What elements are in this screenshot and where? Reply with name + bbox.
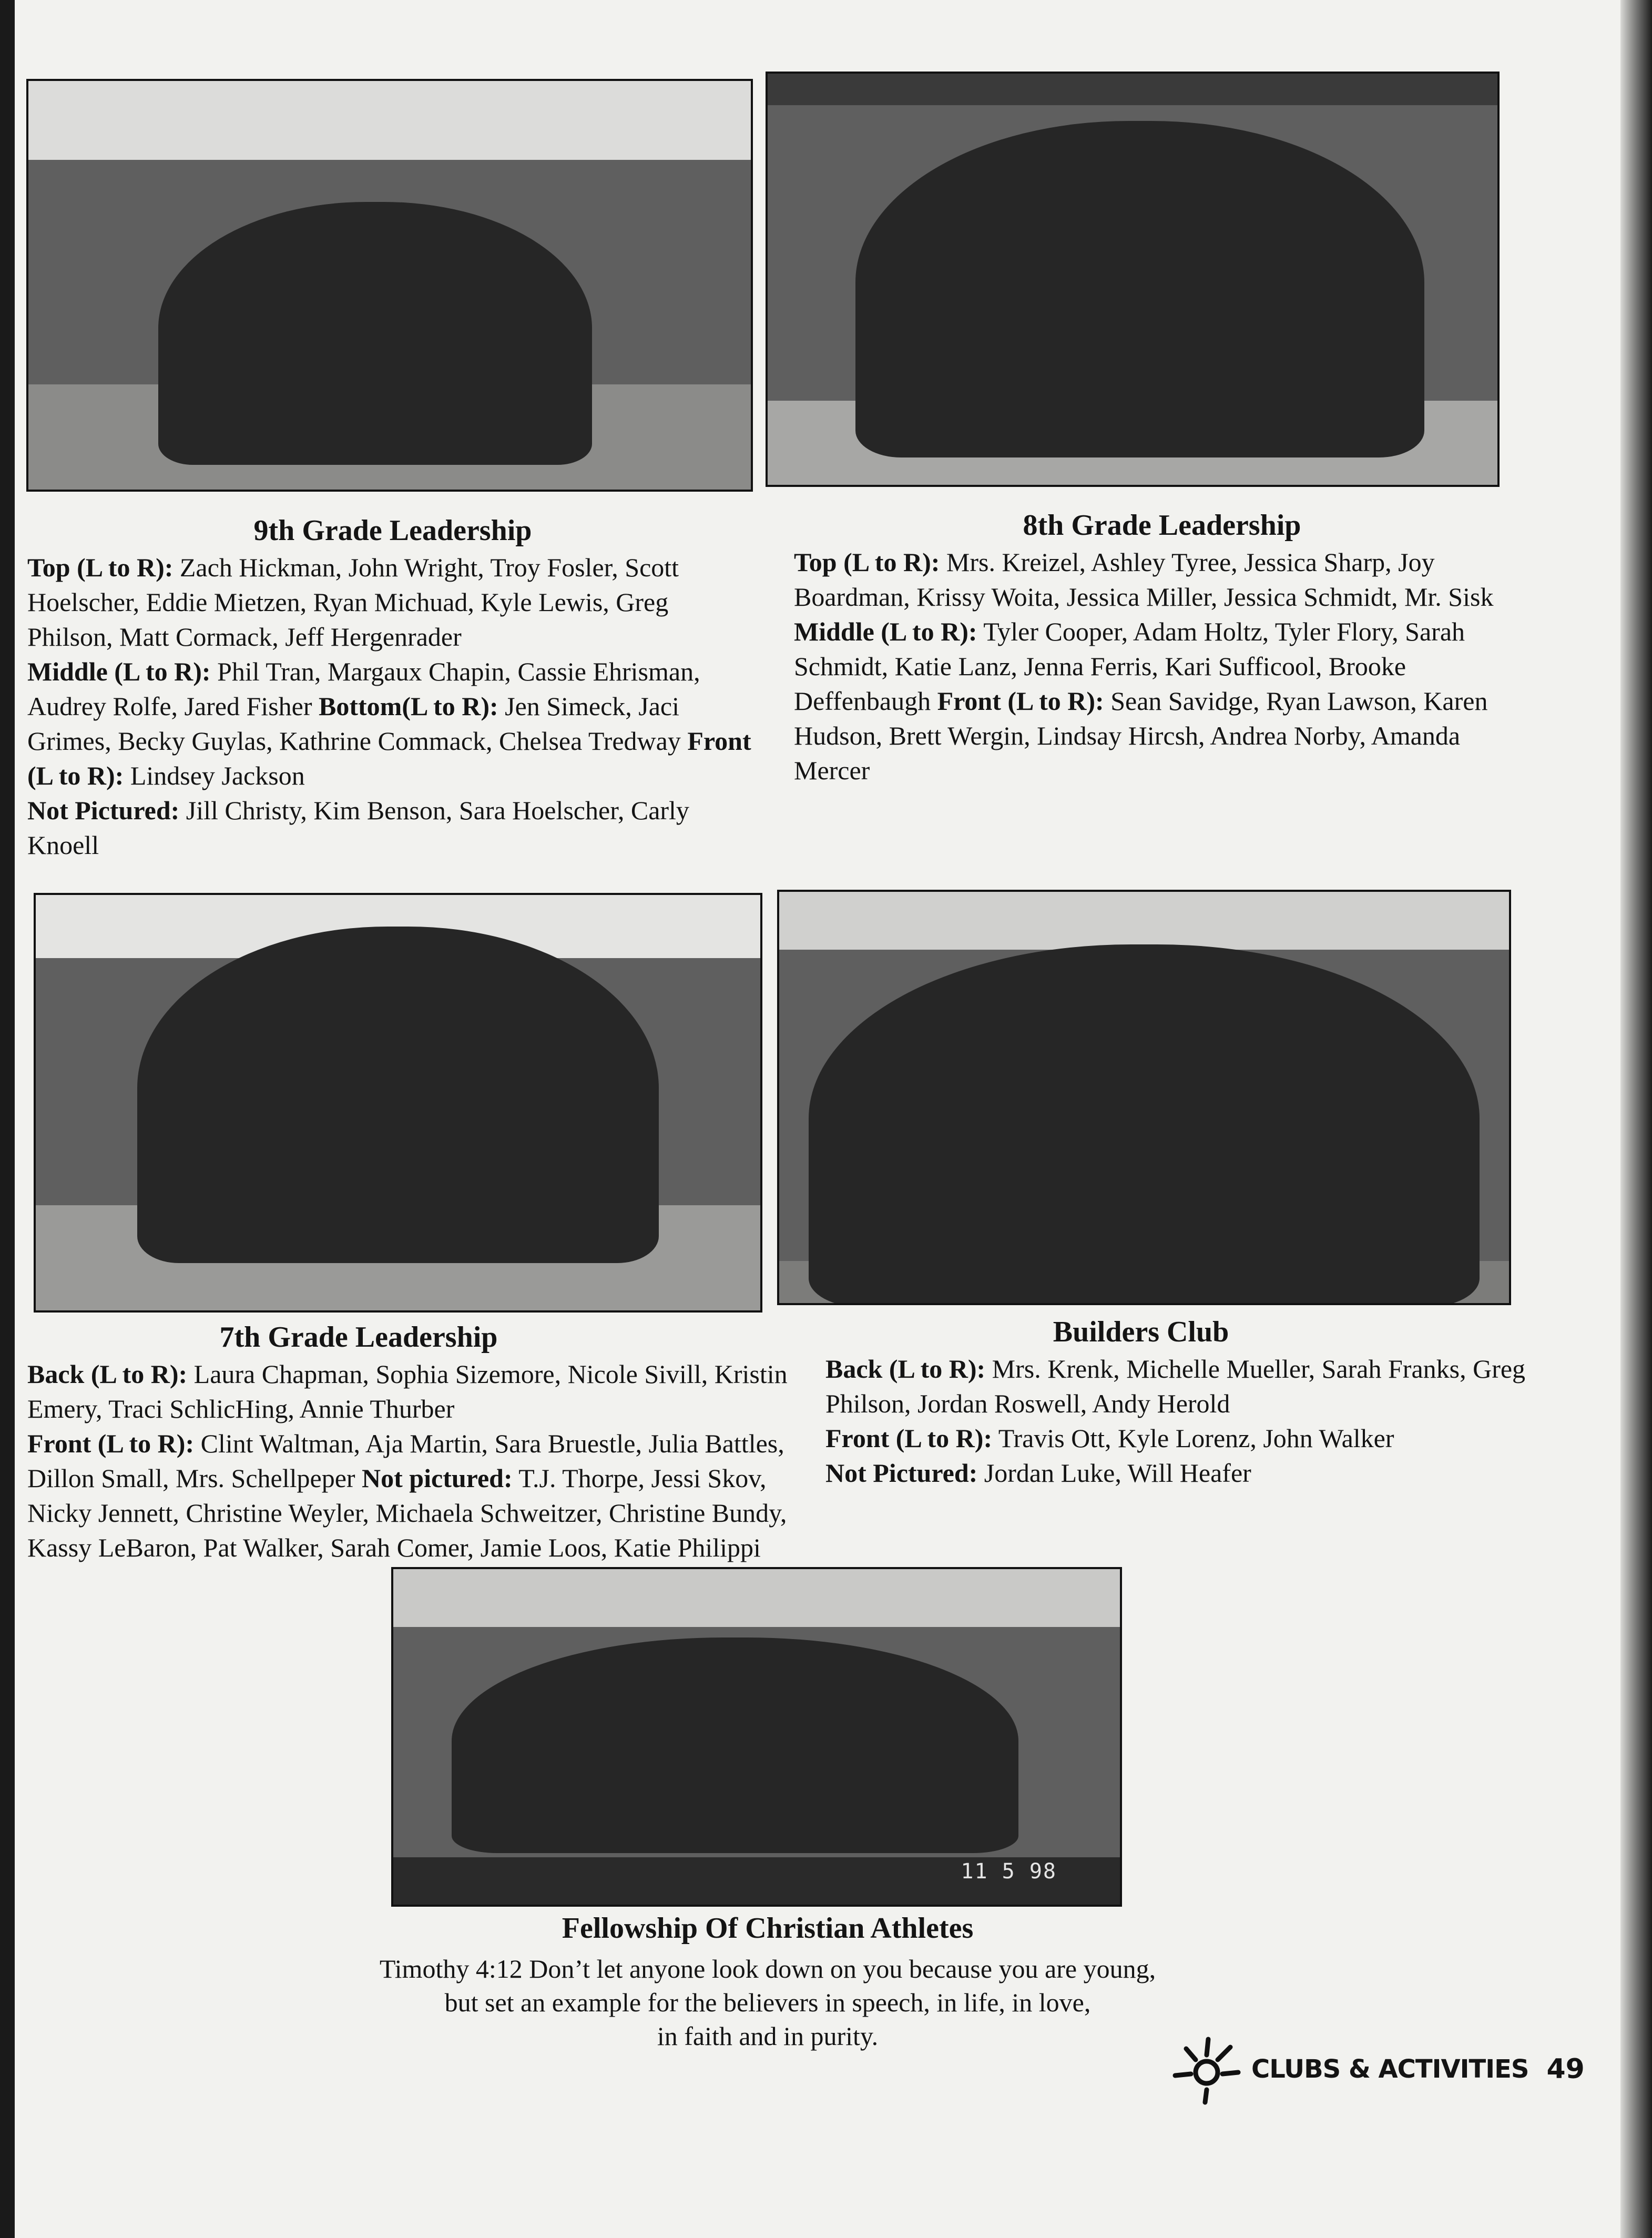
footer-section-name: CLUBS & ACTIVITIES [1251,2054,1529,2084]
sun-icon [1167,2030,1246,2109]
page-footer [1167,2030,1585,2109]
group-label: Middle (L to R): [27,657,211,686]
group-label: Top (L to R): [794,547,940,577]
group-names: Clint Waltman, Aja Martin, Sara Bruestle, Julia Battles, Dillon Small, Mrs. Schellpeper [27,1429,784,1493]
photo-8th-grade-leadership [766,72,1500,487]
group-label: Front (L to R): [27,726,751,790]
page-edge-left [0,0,15,2238]
group-label: Middle (L to R): [794,617,977,646]
section-title: 7th Grade Leadership [219,1321,498,1354]
group-names: Jordan Luke, Will Heafer [977,1458,1251,1488]
photo-fellowship-of-christian-athletes [391,1567,1122,1907]
caption-8th-grade-leadership [794,508,1530,788]
verse-line: Timothy 4:12 Don’t let anyone look down on you because you are young, [379,1954,1156,1983]
photo-builders-club [777,890,1511,1305]
group-names: Zach Hickman, John Wright, Troy Fosler, Scott Hoelscher, Eddie Mietzen, Ryan Michuad, Kyle Lewis, Greg Philson, Matt Cormack, Jeff Hergenrader [27,553,679,652]
group-names: Jill Christy, Kim Benson, Sara Hoelscher, Carly Knoell [27,796,689,860]
group-names: Jen Simeck, Jaci Grimes, Becky Guylas, Kathrine Commack, Chelsea Tredway [27,691,681,756]
fca-verse [294,1952,1241,2053]
section-title: Builders Club [1053,1316,1229,1348]
group-names: Mrs. Krenk, Michelle Mueller, Sarah Franks, Greg Philson, Jordan Roswell, Andy Herold [825,1354,1526,1418]
group-label: Back (L to R): [825,1354,986,1384]
group-label: Bottom(L to R): [319,691,498,721]
photo-date-stamp: 11 5 98 [961,1859,1057,1884]
group-label: Top (L to R): [27,553,174,582]
photo-9th-grade-leadership [26,79,753,492]
group-names: Travis Ott, Kyle Lorenz, John Walker [992,1423,1394,1453]
group-names: Laura Chapman, Sophia Sizemore, Nicole Sivill, Kristin Emery, Traci SchlicHing, Annie Thurber [27,1359,788,1423]
group-label: Front (L to R): [27,1429,195,1458]
group-label: Not pictured: [362,1463,513,1493]
section-title: 9th Grade Leadership [253,514,532,547]
group-names: Mrs. Kreizel, Ashley Tyree, Jessica Sharp, Joy Boardman, Krissy Woita, Jessica Miller, Jessica Schmidt, Mr. Sisk [794,547,1494,612]
fca-title: Fellowship Of Christian Athletes [562,1912,974,1945]
verse-line: but set an example for the believers in speech, in life, in love, [444,1988,1091,2017]
group-names: Phil Tran, Margaux Chapin, Cassie Ehrisman, Audrey Rolfe, Jared Fisher [27,657,700,721]
group-names: Sean Savidge, Ryan Lawson, Karen Hudson, Brett Wergin, Lindsay Hircsh, Andrea Norby, Amanda Mercer [794,686,1488,785]
section-title: 8th Grade Leadership [1023,509,1301,542]
group-label: Front (L to R): [825,1423,993,1453]
photo-7th-grade-leadership [34,893,762,1313]
group-label: Not Pictured: [27,796,180,825]
caption-7th-grade-leadership [27,1320,805,1565]
verse-line: in faith and in purity. [657,2021,879,2051]
page-number: 49 [1546,2053,1585,2085]
page-edge-right [1620,0,1652,2238]
group-label: Back (L to R): [27,1359,188,1389]
group-names: T.J. Thorpe, Jessi Skov, Nicky Jennett, Christine Weyler, Michaela Schweitzer, Christine Bundy, Kassy LeBaron, Pat Walker, Sarah Comer, Jamie Loos, Katie Philippi [27,1463,787,1562]
group-label: Front (L to R): [937,686,1104,716]
group-names: Tyler Cooper, Adam Holtz, Tyler Flory, Sarah Schmidt, Katie Lanz, Jenna Ferris, Kari Sufficool, Brooke Deffenbaugh [794,617,1465,716]
caption-builders-club [825,1315,1541,1490]
group-names: Lindsey Jackson [124,761,305,790]
caption-9th-grade-leadership [27,513,758,862]
group-label: Not Pictured: [825,1458,978,1488]
